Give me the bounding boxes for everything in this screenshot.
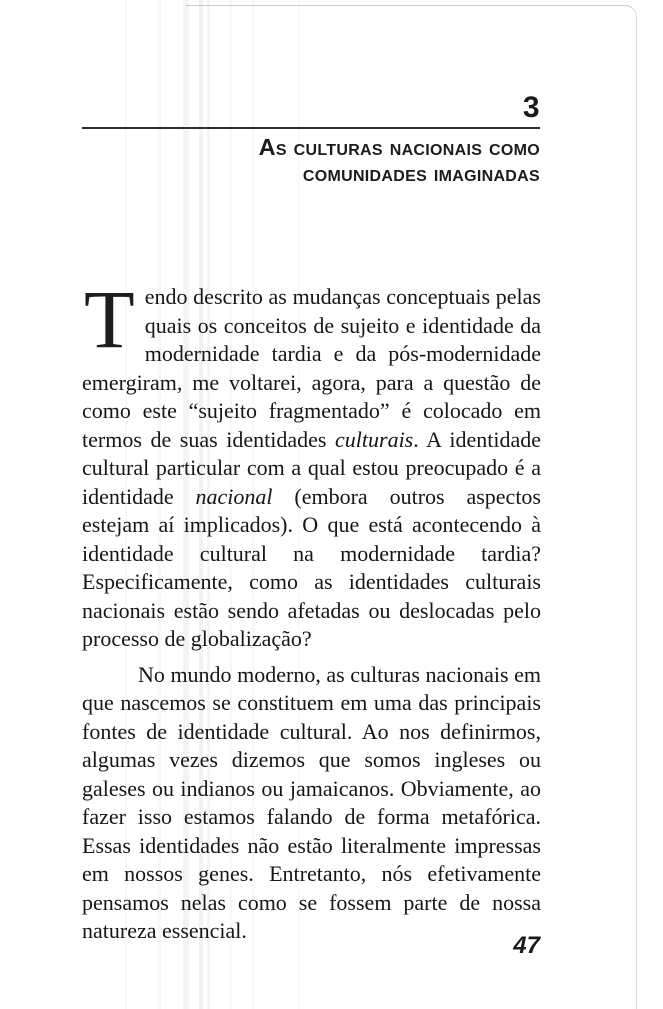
paragraph-1-text: endo descrito as mudanças conceptuais pelas quais os conceitos de sujeito e identidade da modernidade tardia e da pós-modernidade emergiram, me voltarei, agora, para a questão de como este “sujeito fragmentado” é colocado em termos de suas identidades culturais. A identidade cultural particular com a qual estou preocupado é a identidade nacional (embora outros aspectos estejam aí implicados). O que está acontecendo à identidade cultural na modernidade tardia? Especificamente, como as identidades culturais nacionais estão sendo afetadas ou deslocadas pelo processo de globalização? [82, 284, 541, 651]
chapter-number: 3 [522, 91, 540, 124]
paragraph-1 [82, 273, 541, 654]
paragraph-2: No mundo moderno, as culturas nacionais em que nascemos se constituem em uma das principais fontes de identidade cultural. Ao nos definirmos, algumas vezes dizemos que somos ingleses ou galeses ou indianos ou jamaicanos. Obviamente, ao fazer isso estamos falando de forma metafórica. Essas identidades não estão literalmente impressas em nossos genes. Entretanto, nós efetivamente pensamos nelas como se fossem parte de nossa natureza essencial. [82, 661, 541, 943]
chapter-rule [82, 127, 540, 129]
page-number: 47 [513, 932, 540, 959]
chapter-title-line2: comunidades imaginadas [302, 160, 540, 186]
chapter-title [82, 134, 540, 186]
body-text [82, 273, 541, 946]
chapter-title-line1: As culturas nacionais como [258, 134, 540, 160]
drop-cap: T [84, 273, 135, 365]
